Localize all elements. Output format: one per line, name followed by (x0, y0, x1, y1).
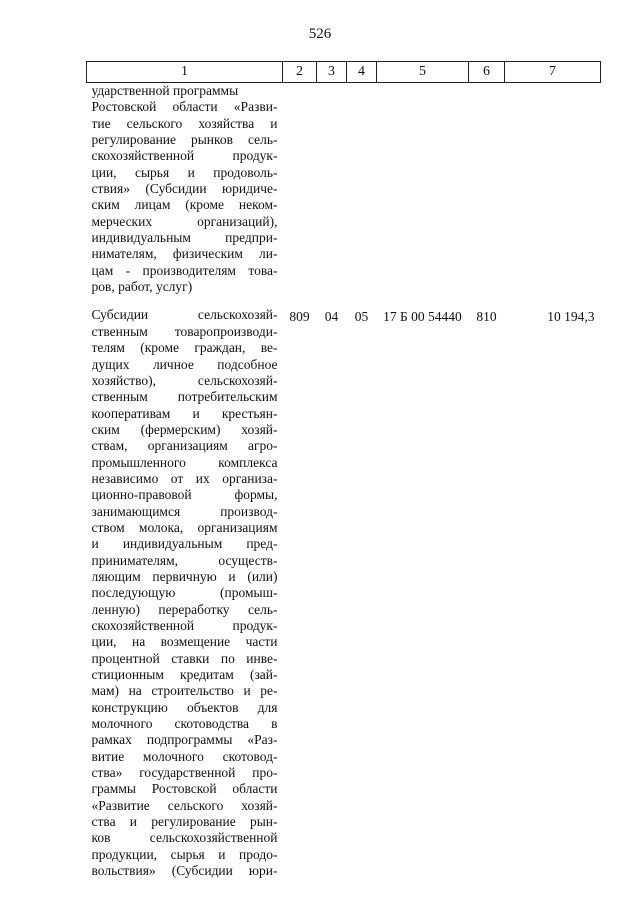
description-line: ляющим первичную и (или) (91, 568, 278, 584)
description-line: хозяйство), сельскохозяй- (91, 372, 278, 388)
description-line: индивидуальным предпри- (91, 230, 278, 246)
description-line: цам - производителям това- (91, 262, 278, 278)
description-line: занимающимся производ- (91, 503, 278, 519)
target-article-code: 17 Б 00 54440 (383, 309, 462, 325)
table-row (87, 307, 601, 879)
description-line: промышленного комплекса (91, 454, 278, 470)
row-description (87, 307, 283, 879)
description-line: телям (кроме граждан, ве- (91, 340, 278, 356)
description-line: ционно-правовой формы, (91, 487, 278, 503)
description-line: последующую (промыш- (91, 585, 278, 601)
section-code: 04 (324, 309, 339, 325)
page-number: 526 (308, 26, 332, 42)
description-line: скохозяйственной продук- (91, 618, 278, 633)
budget-table (86, 61, 601, 880)
description-line: молочного скотоводства в (91, 716, 278, 732)
column-header-7: 7 (505, 62, 601, 83)
description-line: и индивидуальным пред- (91, 536, 278, 552)
description-line: Ростовской области «Разви- (91, 99, 278, 115)
description-line: ударственной программы (91, 83, 239, 98)
description-line: ственным товаропроизводи- (91, 323, 278, 339)
description-line: процентной ставки по инве- (91, 650, 278, 666)
description-line: независимо от их организа- (91, 470, 278, 486)
table-row (87, 83, 601, 296)
description-line: ским лицам (кроме неком- (91, 197, 278, 213)
description-line: нимателям, физическим ли- (91, 246, 278, 262)
description-line: ственным потребительским (91, 389, 278, 405)
description-line: кооперативам и крестьян- (91, 405, 278, 421)
description-line: «Развитие сельского хозяй- (91, 797, 278, 813)
description-line: ции, на возмещение части (91, 634, 278, 650)
description-line: ции, сырья и продоволь- (91, 164, 278, 180)
description-line: граммы Ростовской области (91, 781, 278, 797)
subsection-code: 05 (354, 309, 369, 325)
description-line: регулирование рынков сель- (91, 132, 278, 148)
ministry-code: 809 (289, 309, 310, 325)
description-line: ства и регулирование рын- (91, 814, 278, 830)
description-line: конструкцию объектов для (91, 699, 278, 715)
description-line: продукции, сырья и продо- (91, 846, 278, 862)
description-line: вольствия» (Субсидии юри- (91, 863, 278, 879)
description-line: дущих личное подсобное (91, 356, 278, 372)
column-header-2: 2 (283, 62, 317, 83)
description-line: витие молочного скотовод- (91, 748, 278, 764)
description-line: стиционным кредитам (зай- (91, 667, 278, 683)
amount-value: 10 194,3 (547, 309, 595, 325)
column-header-6: 6 (469, 62, 505, 83)
description-line: ленную) переработку сель- (91, 601, 278, 617)
description-line: ским (фермерским) хозяй- (91, 421, 278, 437)
description-line: рамках подпрограммы «Раз- (91, 732, 278, 748)
column-header-1: 1 (87, 62, 283, 83)
description-line: мам) на строительство и ре- (91, 683, 278, 699)
description-line: ствам, организациям агро- (91, 438, 278, 454)
description-line: скохозяйственной продук- (91, 148, 278, 164)
description-line: ков сельскохозяйственной (91, 830, 278, 846)
description-line: ствия» (Субсидии юридиче- (91, 181, 278, 197)
description-line: ством молока, организациям (91, 519, 278, 535)
table-header-row (87, 62, 601, 83)
description-line: принимателям, осуществ- (91, 552, 278, 568)
description-line: ров, работ, услуг) (91, 279, 193, 295)
row-description (87, 83, 283, 296)
expense-type-code: 810 (476, 309, 497, 325)
column-header-3: 3 (317, 62, 347, 83)
description-line: тие сельского хозяйства и (91, 115, 278, 131)
description-line: ства» государственной про- (91, 765, 278, 781)
description-line: Субсидии сельскохозяй- (91, 307, 278, 323)
column-header-5: 5 (377, 62, 469, 83)
column-header-4: 4 (347, 62, 377, 83)
description-line: мерческих организаций), (91, 213, 278, 229)
